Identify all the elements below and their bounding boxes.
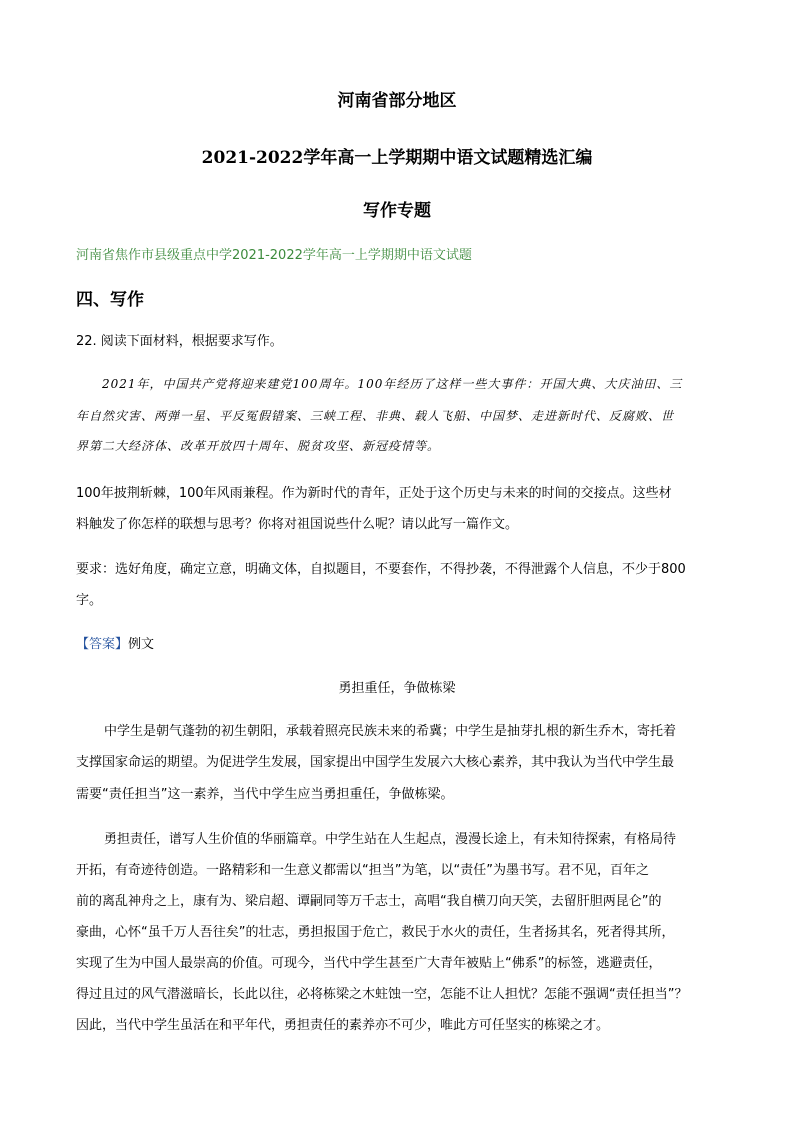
essay-line: 前的离乱神舟之上，康有为、梁启超、谭嗣同等万千志士，高唱“我自横刀向天笑，去留肝胆两昆仑”的	[76, 894, 662, 909]
prompt-line: 料触发了你怎样的联想与思考？你将对祖国说些什么呢？请以此写一篇作文。	[76, 517, 519, 532]
essay-title: 勇担重任，争做栋梁	[338, 681, 456, 696]
requirement-line: 字。	[76, 593, 103, 608]
material-line: 年自然灾害、两弹一星、平反冤假错案、三峡工程、非典、载人飞船、中国梦、走进新时代、反腐败、世	[76, 409, 675, 423]
requirement-line: 要求：选好角度，确定立意，明确文体，自拟题目，不要套作，不得抄袭，不得泄露个人信息，不少于800	[76, 562, 686, 577]
essay-line: 需要“责任担当”这一素养，当代中学生应当勇担重任，争做栋梁。	[76, 787, 454, 802]
essay-line: 勇担责任，谱写人生价值的华丽篇章。中学生站在人生起点，漫漫长途上，有未知待探索，有格局待	[104, 832, 677, 847]
answer-tag: 【答案】	[76, 637, 129, 652]
essay-line: 得过且过的风气潜滋暗长，长此以往，必将栋梁之木蛀蚀一空，怎能不让人担忧？怎能不强调“责任担当”？	[76, 987, 688, 1002]
material-line: 界第二大经济体、改革开放四十周年、脱贫攻坚、新冠疫情等。	[76, 439, 441, 453]
material-line: 2021年，中国共产党将迎来建党100周年。100年经历了这样一些大事件：开国大典、大庆油田、三	[102, 377, 683, 391]
essay-line: 豪曲，心怀“虽千万人吾往矣”的壮志，勇担报国于危亡，救民于水火的责任，生者扬其名，死者得其所，	[76, 925, 675, 940]
essay-line: 实现了生为中国人最崇高的价值。可现今，当代中学生甚至广大青年被贴上“佛系”的标签，逃避责任，	[76, 956, 662, 971]
document-title-region: 河南省部分地区	[337, 91, 457, 111]
document-title-main: 2021-2022学年高一上学期期中语文试题精选汇编	[201, 148, 593, 168]
essay-line: 中学生是朝气蓬勃的初生朝阳，承载着照亮民族未来的希冀；中学生是抽芽扎根的新生乔木，寄托着	[104, 724, 677, 739]
document-title-topic: 写作专题	[363, 201, 431, 221]
section-heading: 四、写作	[76, 290, 144, 310]
prompt-line: 100年披荆斩棘，100年风雨兼程。作为新时代的青年，正处于这个历史与未来的时间的交接点。这些材	[76, 486, 672, 501]
answer-label-line	[76, 633, 154, 652]
question-number: 22. 阅读下面材料，根据要求写作。	[76, 334, 283, 349]
essay-line: 支撑国家命运的期望。为促进学生发展，国家提出中国学生发展六大核心素养，其中我认为当代中学生最	[76, 755, 675, 770]
essay-line: 因此，当代中学生虽活在和平年代，勇担责任的素养亦不可少，唯此方可任坚实的栋梁之才。	[76, 1018, 610, 1033]
essay-line: 开拓，有奇迹待创造。一路精彩和一生意义都需以“担当”为笔，以“责任”为墨书写。君不见，百年之	[76, 863, 649, 878]
answer-label: 例文	[128, 637, 155, 652]
question-source: 河南省焦作市县级重点中学2021-2022学年高一上学期期中语文试题	[76, 248, 472, 263]
